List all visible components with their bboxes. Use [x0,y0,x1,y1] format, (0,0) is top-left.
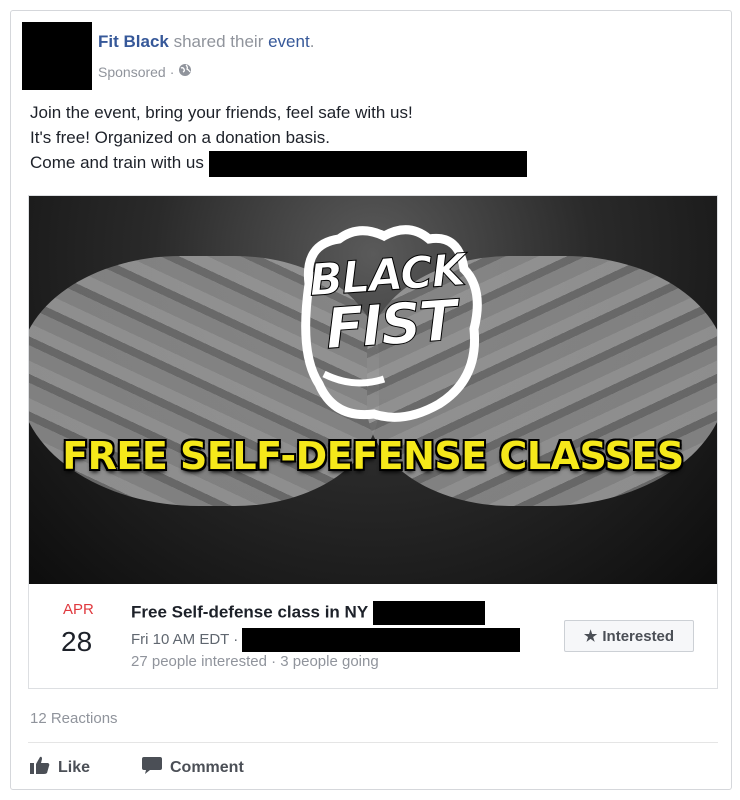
sponsored-label[interactable]: Sponsored [98,63,166,80]
post-text-line-3: Come and train with us [30,153,204,172]
event-title[interactable] [131,601,485,625]
interested-button[interactable] [564,620,694,652]
post-text-line: Join the event, bring your friends, feel safe with us! [30,103,413,122]
redaction-bar [242,628,520,652]
post-text-line [30,150,527,175]
globe-icon [178,63,192,80]
logo-line-black: BLACK [307,244,467,307]
event-attachment[interactable] [28,195,718,689]
event-time-text: Fri 10 AM EDT · [131,630,239,648]
event-banner-image[interactable] [29,196,717,584]
banner-headline: FREE SELF-DEFENSE CLASSES [62,434,684,478]
event-time [131,628,520,652]
post-meta [98,63,192,80]
event-stats[interactable]: 27 people interested · 3 people going [131,653,379,670]
logo-line-fist: FIST [323,288,458,363]
header-end: . [309,32,315,51]
event-month: APR [63,601,94,618]
event-link[interactable]: event [268,32,310,51]
logo-text [296,244,483,363]
divider [28,742,718,743]
event-day: 28 [61,626,93,657]
post-text-line: It's free! Organized on a donation basis. [30,128,330,147]
header-action-text: shared their [168,32,269,51]
interested-label: Interested [602,627,675,645]
page-avatar-redacted[interactable] [22,22,92,90]
post-header [98,32,314,52]
page-name-link[interactable]: Fit Black [98,32,169,51]
thumbs-up-icon [30,756,50,779]
event-title-text[interactable]: Free Self-defense class in NY [131,602,368,622]
comment-button[interactable] [142,756,244,779]
like-button[interactable] [30,756,90,779]
meta-separator: · [169,63,175,80]
star-icon: ★ [583,628,598,645]
reactions-count[interactable]: 12 Reactions [30,710,118,727]
comment-icon [142,756,162,779]
redaction-bar [209,151,527,177]
like-label: Like [58,758,91,776]
redaction-bar [373,601,485,625]
post-text [30,100,527,175]
comment-label: Comment [170,758,244,776]
